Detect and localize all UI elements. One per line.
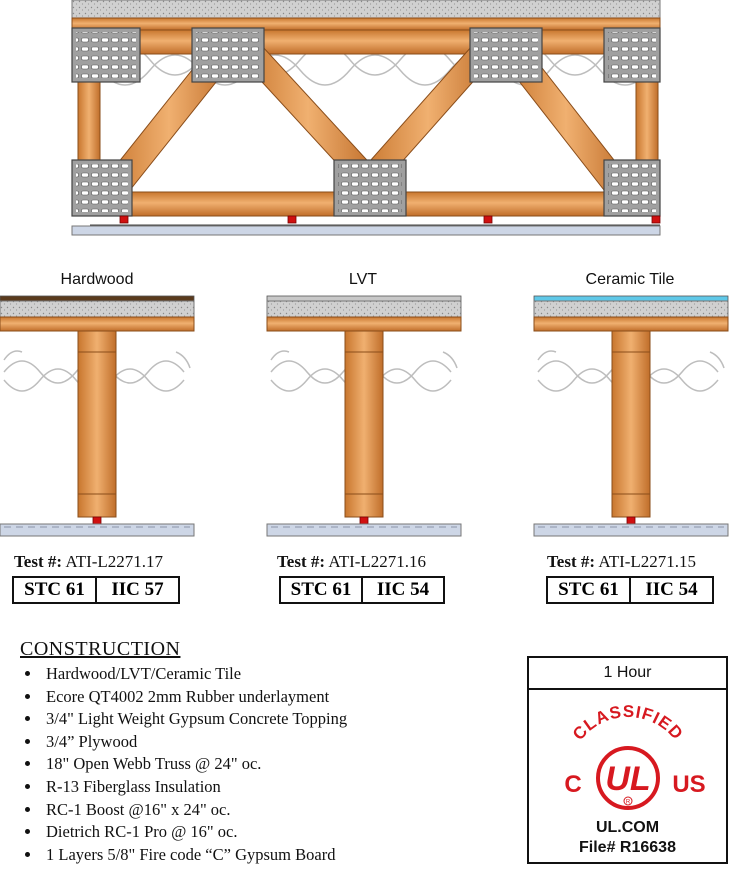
rc-clip [93, 517, 101, 524]
gypsum-board [0, 524, 194, 536]
iic-value: IIC 54 [361, 578, 443, 602]
list-item: • 3/4" Light Weight Gypsum Concrete Topping [42, 708, 490, 731]
logo-c-text: C [564, 771, 582, 798]
cross-section-ceramic [534, 296, 728, 536]
construction-list [20, 638, 490, 866]
stc-value: STC 61 [290, 579, 352, 600]
plywood-deck [267, 317, 461, 331]
logo-registered-text: R [625, 799, 631, 806]
logo-ul-text: UL [605, 760, 651, 798]
cross-sections [0, 296, 728, 536]
construction-title: CONSTRUCTION [20, 638, 181, 660]
finish-layer [267, 296, 461, 301]
section-label-ceramic: Ceramic Tile [585, 271, 675, 288]
svg-text:CLASSIFIED [569, 702, 687, 744]
section-label-lvt: LVT [348, 271, 378, 288]
gypsum-board [534, 524, 728, 536]
rc-clips [120, 216, 660, 223]
truss-chord-section [345, 331, 383, 517]
cross-section-hardwood [0, 296, 194, 536]
plywood-deck [534, 317, 728, 331]
stc-value: STC 61 [24, 579, 85, 600]
rating-box-lvt [279, 576, 445, 604]
logo-classified-text: CLASSIFIED [568, 701, 688, 744]
gypsum-board [267, 524, 461, 536]
rating-box-ceramic [546, 576, 714, 604]
rating-box-hardwood [12, 576, 180, 604]
test-number-lvt: Test #: ATI-L2271.16 [277, 552, 427, 571]
concrete-topping [72, 0, 660, 18]
list-item: • 3/4” Plywood [42, 731, 490, 754]
rc-clip [627, 517, 635, 524]
finish-layer [534, 296, 728, 301]
test-number-ceramic: Test #: ATI-L2271.15 [547, 552, 697, 571]
concrete-topping [534, 301, 728, 317]
list-item: • Dietrich RC-1 Pro @ 16" oc. [42, 821, 490, 844]
plywood-deck [0, 317, 194, 331]
list-item: • 1 Layers 5/8" Fire code “C” Gypsum Board [42, 844, 490, 867]
plywood-deck [72, 18, 660, 30]
list-item: • 18" Open Webb Truss @ 24" oc. [42, 753, 490, 776]
concrete-topping [0, 301, 194, 317]
stc-value: STC 61 [558, 579, 619, 600]
list-item: • Hardwood/LVT/Ceramic Tile [42, 663, 490, 686]
truss-chord-section [78, 331, 116, 517]
construction-items [20, 663, 490, 866]
concrete-topping [267, 301, 461, 317]
cross-section-lvt [267, 296, 461, 536]
list-item: • RC-1 Boost @16" x 24" oc. [42, 799, 490, 822]
finish-layer [0, 296, 194, 301]
main-truss-elevation [72, 0, 660, 235]
test-number-hardwood: Test #: ATI-L2271.17 [14, 552, 164, 571]
truss-chord-section [612, 331, 650, 517]
ul-classified-logo-icon [529, 688, 726, 812]
logo-us-text: US [672, 771, 706, 798]
list-item: • R-13 Fiberglass Insulation [42, 776, 490, 799]
section-label-hardwood: Hardwood [60, 271, 134, 288]
iic-value: IIC 57 [95, 578, 178, 602]
ul-file-info [529, 818, 726, 858]
rc-clip [360, 517, 368, 524]
ul-file-number: File# R16638 [579, 839, 676, 856]
top-chord [72, 30, 660, 54]
gypsum-board [72, 226, 660, 235]
fire-rating-box [527, 656, 728, 864]
list-item: • Ecore QT4002 2mm Rubber underlayment [42, 686, 490, 709]
ul-site: UL.COM [595, 819, 660, 836]
fire-rating-duration: 1 Hour [529, 658, 726, 690]
iic-value: IIC 54 [629, 578, 712, 602]
